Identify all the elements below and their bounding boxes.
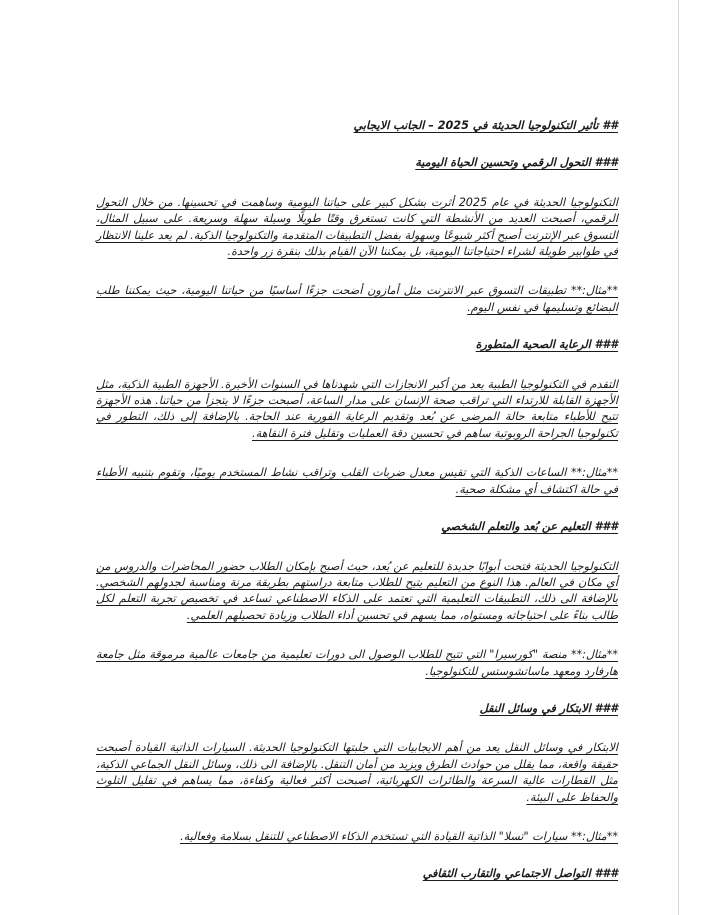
section-body-health: التقدم في التكنولوجيا الطبية يعد من أكبر الانجازات التي شهدناها في السنوات الأخيرة. الأجهزة الطبية الذكية، مثل الأجهزة القابلة للارتداء التي تراقب صحة الإنسان على مدار الساعة، أصبحت جزءًا لا يتجزأ من حياتنا. هذه الأجهزة تتيح للأطباء متابعة حالة المرضى عن بُعد وتقديم الرعاية الفورية عند الحاجة. بالإضافة إلى ذلك، التطور في تكنولوجيا الجراحة الروبوتية ساهم في تحسين دقة العمليات وتقليل فترة النقاهة.	[96, 377, 618, 440]
section-body-education: التكنولوجيا الحديثة فتحت أبوابًا جديدة للتعليم عن بُعد، حيث أصبح بإمكان الطلاب حضور المحاضرات والدروس من أي مكان في العالم. هذا النوع من التعليم يتيح للطلاب متابعة دراستهم بطريقة مرنة ومناسبة لجدولهم الشخصي. بالإضافة الى ذلك، التطبيقات التعليمية التي تعتمد على الذكاء الاصطناعي تساعد في تخصيص تجربة التعلم لكل طالب بناءً على احتياجاته ومستواه، مما يسهم في تحسين أداء الطلاب وزيادة تحصيلهم العلمي.	[96, 559, 618, 622]
section-heading-education: ### التعليم عن بُعد والتعلم الشخصي	[441, 520, 618, 534]
section-body-digital: التكنولوجيا الحديثة في عام 2025 أثرت بشكل كبير على حياتنا اليومية وساهمت في تحسينها. من خلال التحول الرقمي، أصبحت العديد من الأنشطة التي كانت تستغرق وقتًا طويلًا وسيلة سهلة وسريعة. على سبيل المثال، التسوق عبر الإنترنت أصبح أكثر شيوعًا وسهولة بفضل التطبيقات المتقدمة والتكنولوجيا الذكية. لم يعد علينا الانتظار في طوابير طويلة لشراء احتياجاتنا اليومية، بل يمكننا الآن القيام بذلك بنقرة زر واحدة.	[96, 195, 618, 259]
section-example-transport: **مثال:** سيارات "تسلا" الذاتية القيادة التي تستخدم الذكاء الاصطناعي للتنقل بسلامة وفعالية.	[180, 829, 618, 843]
section-example-health: **مثال:** الساعات الذكية التي تقيس معدل ضربات القلب وتراقب نشاط المستخدم يوميًا، وتقوم بتنبيه الأطباء في حالة اكتشاف أي مشكلة صحية.	[96, 466, 618, 496]
section-heading-digital: ### التحول الرقمي وتحسين الحياة اليومية	[415, 156, 618, 170]
section-example-digital: **مثال:** تطبيقات التسوق عبر الانترنت مثل أمازون أضحت جزءًا أساسيًا من حياتنا اليومية، حيث يمكننا طلب البضائع وتسليمها في نفس اليوم.	[96, 284, 618, 314]
section-example-education: **مثال:** منصة "كورسيرا" التي تتيح للطلاب الوصول الى دورات تعليمية من جامعات عالمية مرموقة مثل جامعة هارفارد ومعهد ماساتشوستس للتكنولوجيا.	[96, 648, 618, 678]
page-margin-line	[678, 0, 679, 915]
document-title: ## تأثير التكنولوجيا الحديثة في 2025 – الجانب الايجابي	[353, 119, 618, 132]
document-body	[96, 118, 618, 883]
section-heading-health: ### الرعاية الصحية المتطورة	[475, 338, 618, 352]
section-heading-social: ### التواصل الاجتماعي والتقارب الثقافي	[422, 867, 618, 881]
section-heading-transport: ### الابتكار في وسائل النقل	[479, 701, 618, 715]
section-body-transport: الابتكار في وسائل النقل يعد من أهم الايجابيات التي جلبتها التكنولوجيا الحديثة. السيارات الذاتية القيادة أصبحت حقيقة واقعة، مما يقلل من حوادث الطرق ويزيد من أمان التنقل. بالإضافة الى ذلك، وسائل النقل الجماعي الذكية، مثل القطارات عالية السرعة والطائرات الكهربائية، أصبحت أكثر فعالية وكفاءة، مما يساهم في تقليل التلوث والحفاظ على البيئة.	[96, 741, 618, 804]
